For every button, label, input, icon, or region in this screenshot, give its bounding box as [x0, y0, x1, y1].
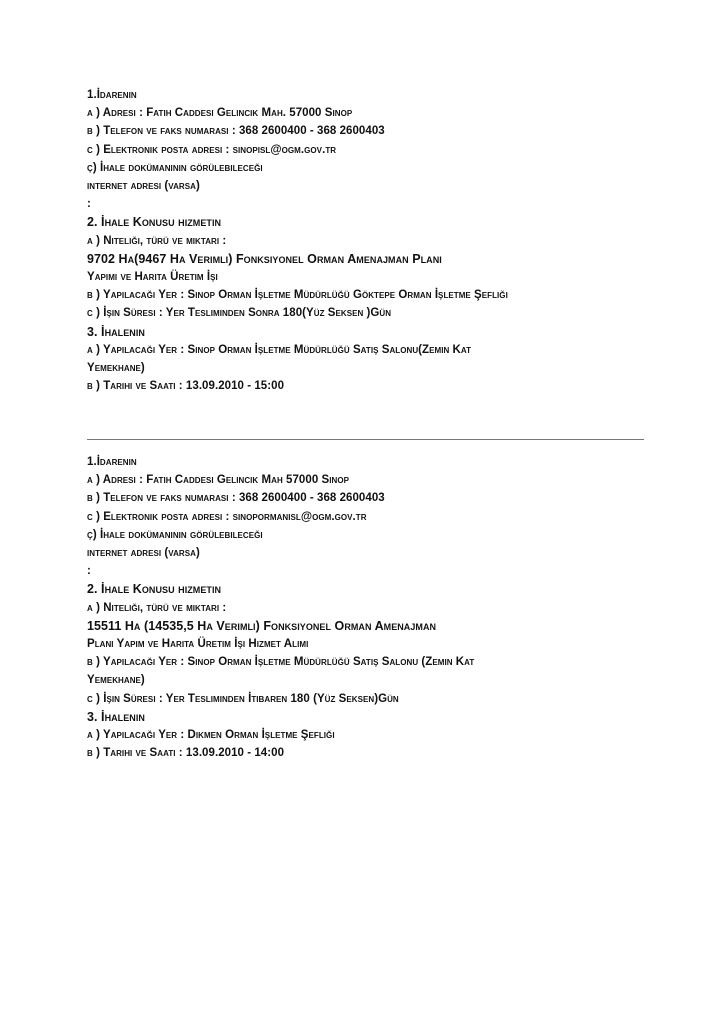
notice-1-nature-value-cont: Yapımı ve Harita Üretim İşi [87, 271, 218, 284]
notice-2-nature-value: 15511 Ha (14535,5 Ha Verimli) Fonksiyonel Orman Amenajman [87, 618, 437, 633]
tender-notice-1 [87, 86, 647, 395]
notice-2-tender-heading: 3. İhalenin [87, 709, 145, 724]
notice-1-tender-datetime: b ) Tarihi ve Saati : 13.09.2010 - 15:00 [87, 380, 285, 393]
notice-2-phone-fax: b ) Telefon ve faks numarası : 368 2600400 - 368 2600403 [87, 492, 385, 505]
notice-1-phone-fax: b ) Telefon ve faks numarası : 368 2600400 - 368 2600403 [87, 125, 385, 138]
notice-2-location-cont: Yemekhane) [87, 674, 145, 687]
notice-1-duration: c ) İşin Süresi : Yer Tesliminden Sonra 180(Yüz Seksen )Gün [87, 307, 392, 320]
notice-1-address: a ) Adresi : Fatih Caddesi Gelincik Mah. 57000 Sinop [87, 107, 353, 120]
notice-2-internet-address-label: internet adresi (varsa) [87, 547, 200, 560]
notice-1-tender-place-cont: Yemekhane) [87, 362, 145, 375]
notice-2-tender-datetime: b ) Tarihi ve Saati : 13.09.2010 - 14:00 [87, 747, 285, 760]
notice-2-colon: : [87, 565, 91, 578]
notice-2-document-label: ç) İhale dokümanının görülebileceği [87, 528, 263, 541]
notice-1-internet-address-label: internet adresi (varsa) [87, 180, 200, 193]
tender-notice-2 [87, 453, 647, 762]
notice-2-duration: c ) İşin Süresi : Yer Tesliminden İtibaren 180 (Yüz Seksen)Gün [87, 692, 399, 705]
notice-2-nature-label: a ) Niteliği, türü ve miktarı : [87, 601, 227, 614]
notice-2-nature-value-cont: Planı Yapım ve Harita Üretim İşi Hizmet Alımı [87, 638, 309, 651]
notice-2-administration-heading: 1.İdarenin [87, 456, 137, 468]
section-divider [87, 439, 644, 440]
notice-1-document-label: ç) İhale dokümanının görülebileceği [87, 161, 263, 174]
notice-2-email: c ) Elektronik posta adresi : sinopormanisl@ogm.gov.tr [87, 510, 367, 523]
notice-1-administration-heading: 1.İdarenin [87, 89, 137, 101]
notice-1-service-heading: 2. İhale Konusu hizmetin [87, 215, 222, 230]
notice-1-tender-place: a ) Yapılacağı Yer : Sinop Orman İşletme Müdürlüğü Satış Salonu(Zemin Kat [87, 343, 472, 356]
notice-1-colon: : [87, 198, 91, 211]
notice-2-location: b ) Yapılacağı Yer : Sinop Orman İşletme Müdürlüğü Satış Salonu (Zemin Kat [87, 656, 475, 669]
notice-1-nature-value: 9702 Ha(9467 Ha Verimli) Fonksiyonel Orman Amenajman Planı [87, 251, 442, 266]
notice-1-tender-heading: 3. İhalenin [87, 324, 145, 339]
notice-2-tender-place: a ) Yapılacağı Yer : Dikmen Orman İşletme Şefliği [87, 729, 335, 742]
notice-2-address: a ) Adresi : Fatih Caddesi Gelincik Mah 57000 Sinop [87, 474, 349, 487]
notice-1-location: b ) Yapılacağı Yer : Sinop Orman İşletme Müdürlüğü Göktepe Orman İşletme Şefliği [87, 289, 508, 302]
notice-1-nature-label: a ) Niteliği, türü ve miktarı : [87, 234, 227, 247]
notice-1-email: c ) Elektronik posta adresi : sinopisl@ogm.gov.tr [87, 143, 337, 156]
notice-2-service-heading: 2. İhale Konusu hizmetin [87, 582, 222, 597]
